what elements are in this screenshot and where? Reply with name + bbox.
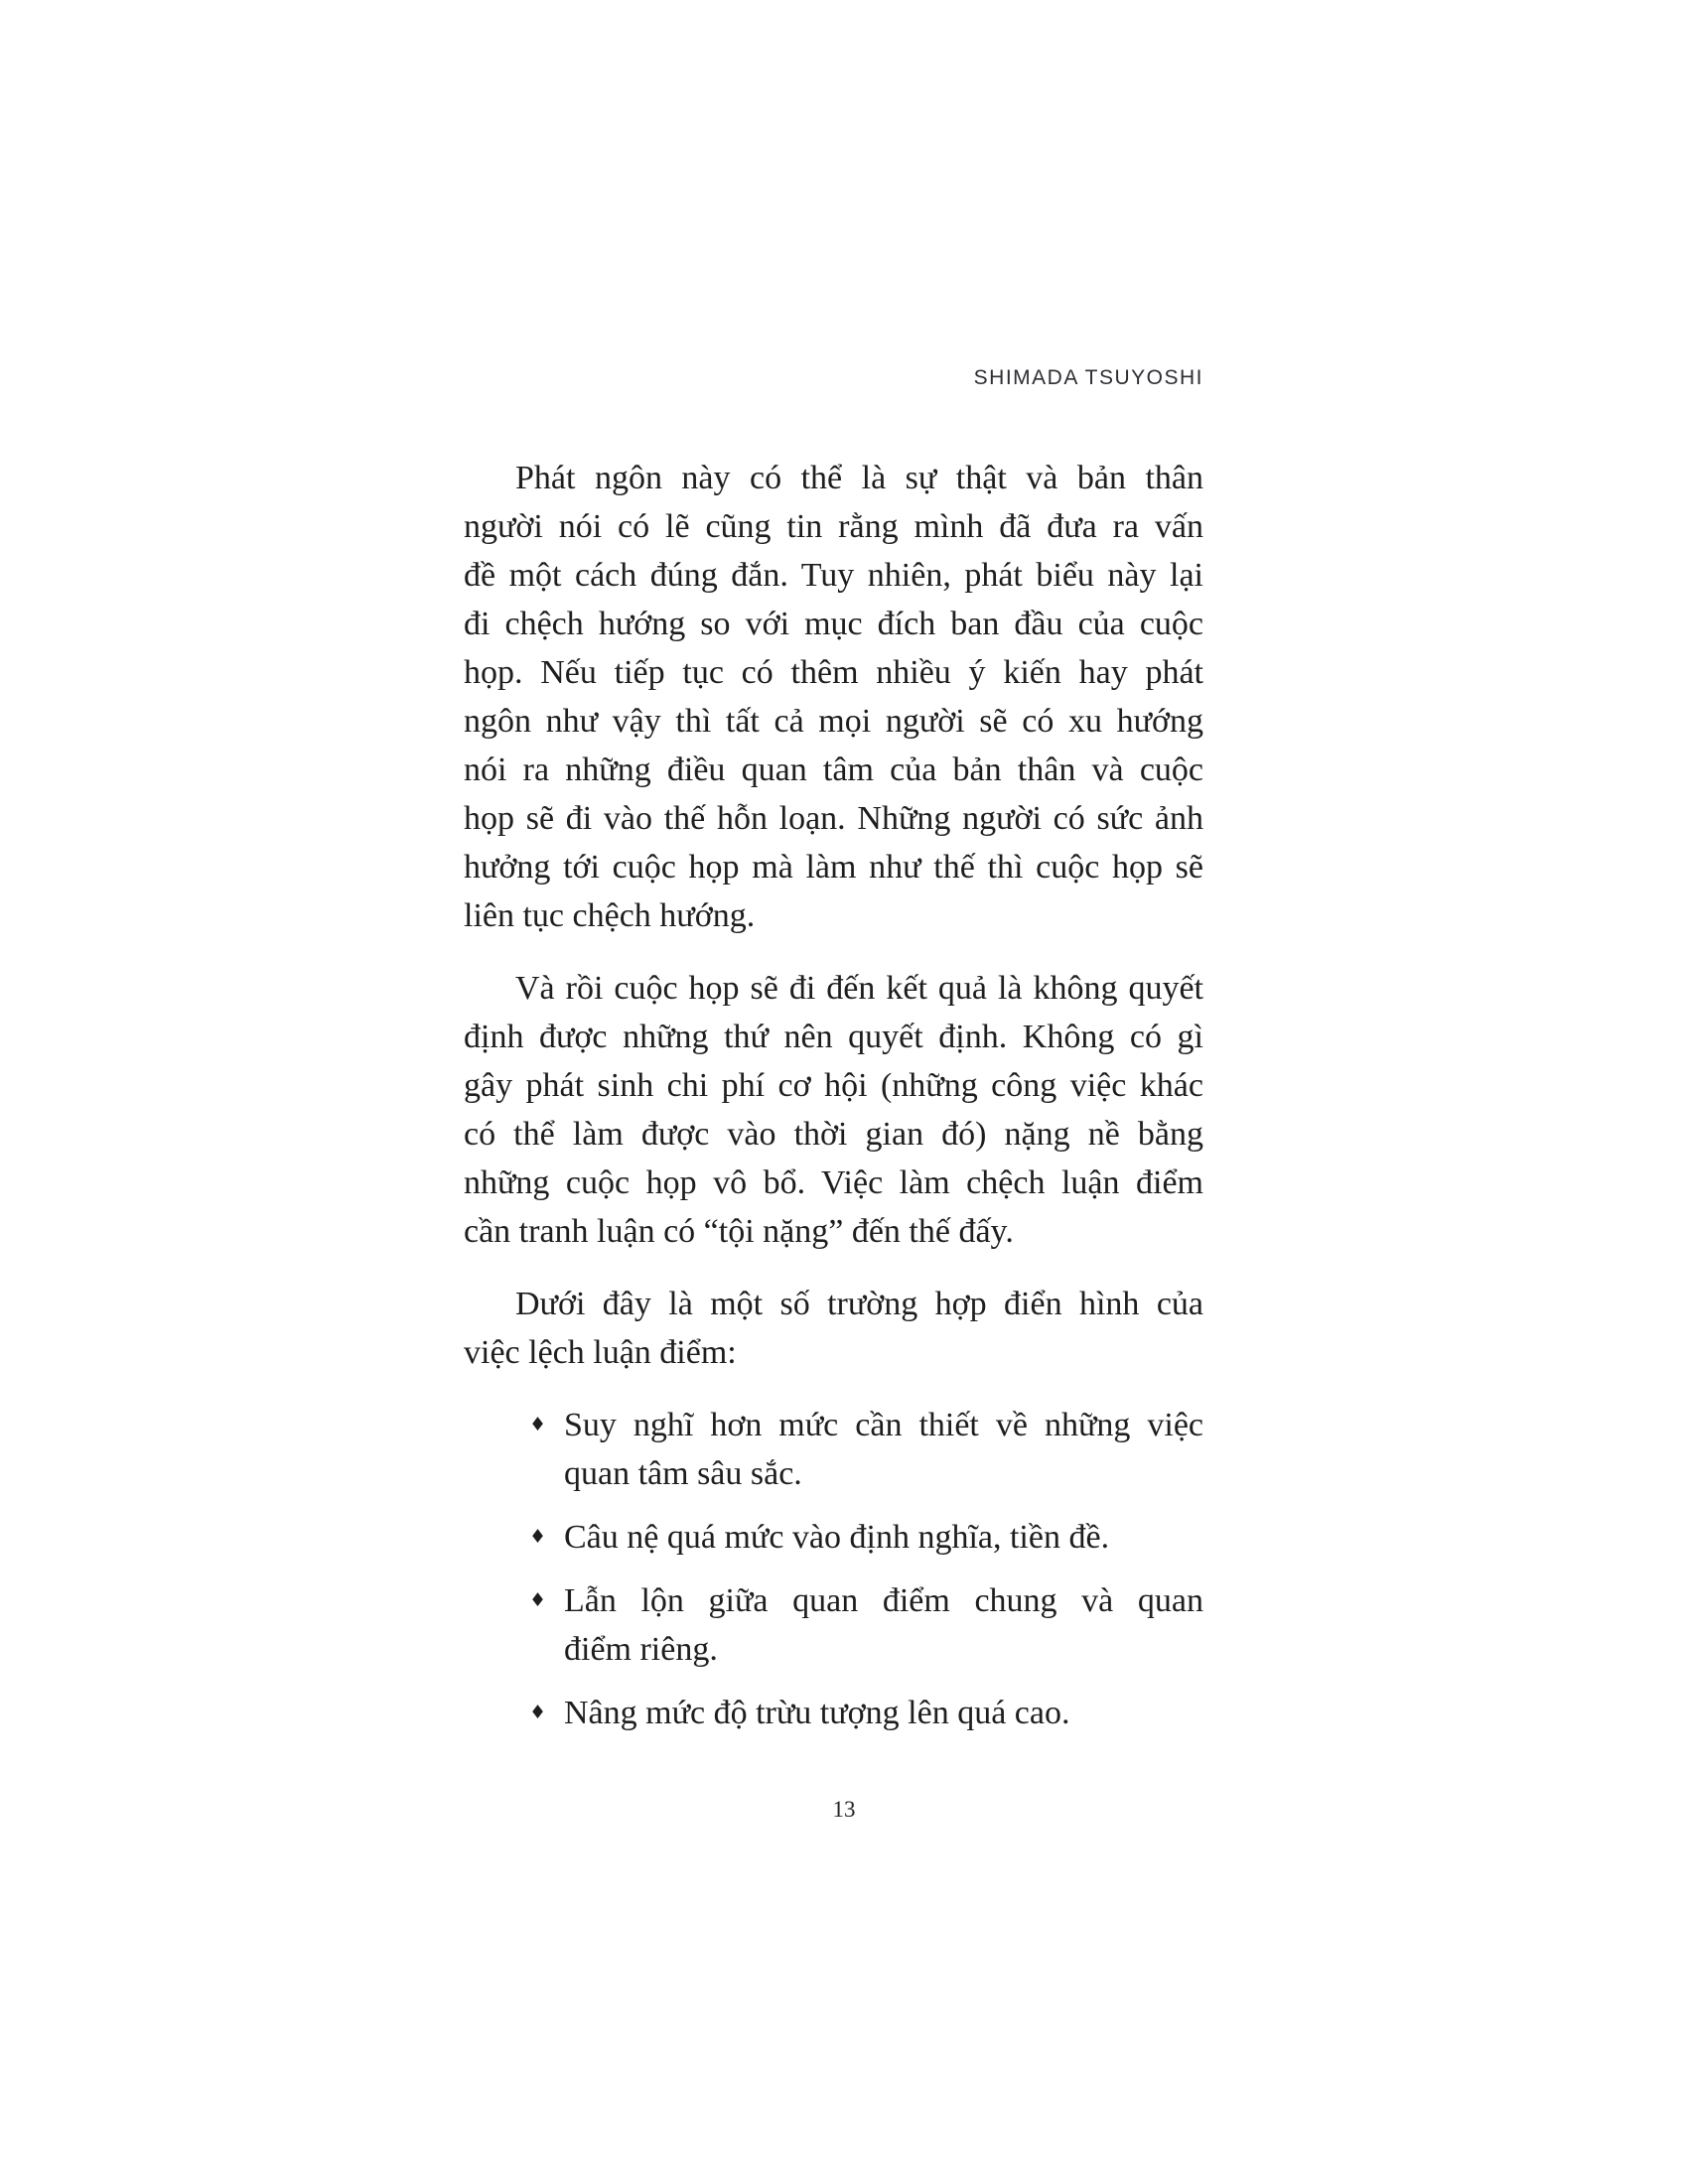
text-line: họp sẽ đi vào thế hỗn loạn. Những người có sức ảnh (464, 800, 1203, 837)
text-line: cần tranh luận có “tội nặng” đến thế đấy. (464, 1213, 1014, 1250)
text-line: Câu nệ quá mức vào định nghĩa, tiền đề. (564, 1519, 1110, 1556)
text-line: đi chệch hướng so với mục đích ban đầu của cuộc (464, 606, 1203, 642)
bullet-item (464, 1689, 1203, 1737)
diamond-bullet-icon: ♦ (529, 1589, 547, 1611)
text-line: Dưới đây là một số trường hợp điển hình của (515, 1286, 1203, 1322)
text-line: nói ra những điều quan tâm của bản thân và cuộc (464, 751, 1203, 788)
text-line: Và rồi cuộc họp sẽ đi đến kết quả là không quyết (515, 970, 1203, 1007)
bullet-item (464, 1401, 1203, 1498)
text-line: điểm riêng. (564, 1631, 718, 1668)
diamond-bullet-icon: ♦ (529, 1414, 547, 1435)
diamond-bullet-icon: ♦ (529, 1702, 547, 1723)
text-line: ngôn như vậy thì tất cả mọi người sẽ có xu hướng (464, 703, 1203, 740)
text-line: họp. Nếu tiếp tục có thêm nhiều ý kiến hay phát (464, 654, 1203, 691)
bullet-item (464, 1513, 1203, 1562)
text-line: có thể làm được vào thời gian đó) nặng nề bằng (464, 1116, 1203, 1153)
text-line: những cuộc họp vô bổ. Việc làm chệch luận điểm (464, 1164, 1203, 1201)
paragraph (464, 454, 1203, 940)
paragraph (464, 1280, 1203, 1377)
text-line: việc lệch luận điểm: (464, 1334, 737, 1371)
diamond-bullet-icon: ♦ (529, 1526, 547, 1548)
text-line: Phát ngôn này có thể là sự thật và bản thân (515, 460, 1203, 496)
text-line: hưởng tới cuộc họp mà làm như thế thì cuộc họp sẽ (464, 849, 1203, 886)
text-line: liên tục chệch hướng. (464, 897, 756, 934)
page-number: 13 (832, 1797, 856, 1822)
paragraphs (464, 454, 1203, 1737)
text-line: gây phát sinh chi phí cơ hội (những công việc khác (464, 1067, 1203, 1104)
bullet-item (464, 1576, 1203, 1674)
running-header-author: SHIMADA TSUYOSHI (973, 366, 1203, 389)
paragraph (464, 964, 1203, 1256)
page-body (464, 454, 1203, 1737)
text-line: Lẫn lộn giữa quan điểm chung và quan (564, 1582, 1203, 1619)
text-line: quan tâm sâu sắc. (564, 1455, 802, 1492)
text-line: định được những thứ nên quyết định. Không có gì (464, 1019, 1203, 1055)
text-line: đề một cách đúng đắn. Tuy nhiên, phát biểu này lại (464, 557, 1203, 594)
text-line: Suy nghĩ hơn mức cần thiết về những việc (564, 1407, 1203, 1443)
text-line: Nâng mức độ trừu tượng lên quá cao. (564, 1695, 1070, 1731)
text-line: người nói có lẽ cũng tin rằng mình đã đưa ra vấn (464, 508, 1203, 545)
